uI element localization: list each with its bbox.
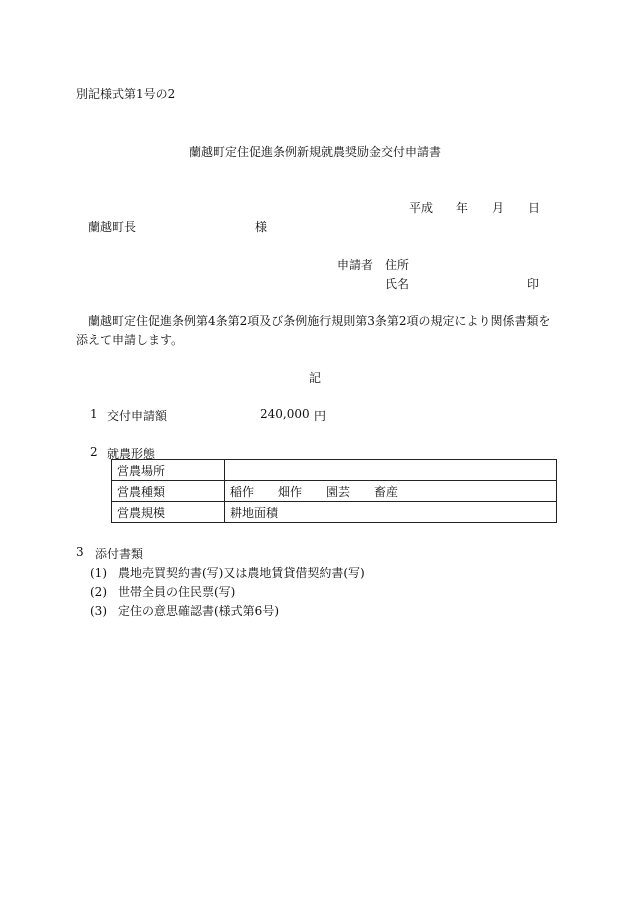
- date-day-label: 日: [528, 201, 541, 215]
- attachment-text: 定住の意思確認書(様式第6号): [118, 604, 279, 618]
- seal-mark: 印: [527, 277, 540, 291]
- table-row: [112, 481, 557, 502]
- farm-type-option-horticulture[interactable]: 園芸: [326, 484, 351, 499]
- farm-location-field[interactable]: [225, 460, 557, 481]
- grant-amount: 240,000: [260, 407, 310, 421]
- item3-label: 添付書類: [95, 547, 144, 561]
- farm-type-options: [225, 481, 557, 502]
- document-title: 蘭越町定住促進条例新規就農奨励金交付申請書: [188, 145, 441, 159]
- farm-scale-field[interactable]: 耕地面積: [225, 502, 557, 523]
- table-row: [112, 502, 557, 523]
- item2-number: 2: [90, 445, 98, 459]
- item2-label: 就農形態: [107, 447, 156, 461]
- date-month-label: 月: [492, 201, 505, 215]
- grant-amount-unit: 円: [314, 409, 327, 423]
- farming-form-table: [111, 459, 557, 523]
- item3-number: 3: [76, 545, 84, 559]
- applicant-label: 申請者: [337, 258, 374, 272]
- addressee-honorific: 様: [255, 220, 268, 234]
- attachment-item: [90, 583, 235, 600]
- applicant-address-label: 住所: [385, 258, 410, 272]
- attachment-item: [90, 564, 365, 581]
- item1-number: 1: [90, 407, 98, 421]
- attachment-number: (2): [90, 585, 107, 599]
- item1-label: 交付申請額: [107, 409, 168, 423]
- farm-type-option-livestock[interactable]: 畜産: [374, 484, 399, 499]
- farm-scale-header: 営農規模: [112, 502, 225, 523]
- farm-type-option-field[interactable]: 畑作: [278, 484, 303, 499]
- farm-type-header: 営農種類: [112, 481, 225, 502]
- addressee-name: 蘭越町長: [88, 220, 137, 234]
- attachment-item: [90, 602, 279, 619]
- ki-heading: 記: [308, 371, 321, 385]
- application-statement: 蘭越町定住促進条例第4条第2項及び条例施行規則第3条第2項の規定により関係書類を添えて申請します。: [76, 314, 551, 347]
- farm-location-header: 営農場所: [112, 460, 225, 481]
- date-year-label: 年: [456, 201, 469, 215]
- form-number: 別記様式第1号の2: [76, 87, 176, 101]
- applicant-name-label: 氏名: [385, 277, 410, 291]
- attachment-number: (1): [90, 566, 107, 580]
- date-era: 平成: [409, 201, 434, 215]
- attachment-text: 世帯全員の住民票(写): [118, 585, 236, 599]
- table-row: [112, 460, 557, 481]
- attachment-number: (3): [90, 604, 107, 618]
- attachment-text: 農地売買契約書(写)又は農地賃貸借契約書(写): [118, 566, 365, 580]
- farm-type-option-rice[interactable]: 稲作: [230, 484, 255, 499]
